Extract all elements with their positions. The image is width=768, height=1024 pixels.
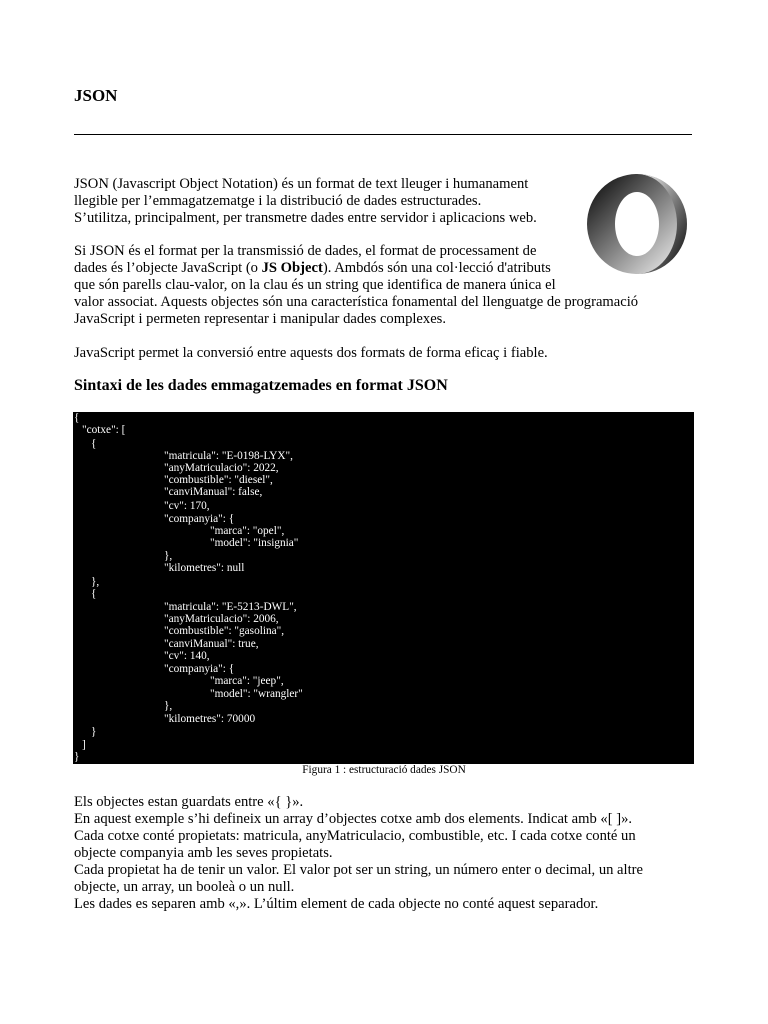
- code-line: "matricula": "E-0198-LYX",: [164, 450, 293, 462]
- code-line: },: [164, 700, 173, 712]
- closing-line-7: Les dades es separen amb «,». L’últim element de cada objecte no conté aquest separador.: [74, 896, 599, 912]
- code-line: "marca": "jeep",: [210, 675, 284, 687]
- code-line: ]: [82, 739, 86, 751]
- closing-line-5: Cada propietat ha de tenir un valor. El valor pot ser un string, un número enter o decimal, un altre: [74, 862, 643, 878]
- code-line: },: [91, 576, 100, 588]
- para2-line-1: Si JSON és el format per la transmissió de dades, el format de processament de: [74, 243, 537, 259]
- para2-line-2: [74, 260, 551, 277]
- code-line: "model": "wrangler": [210, 688, 303, 700]
- code-line: "canviManual": false,: [164, 486, 263, 498]
- code-line: "marca": "opel",: [210, 525, 285, 537]
- code-line: "anyMatriculacio": 2006,: [164, 613, 279, 625]
- code-line: {: [91, 438, 97, 450]
- code-line: "canviManual": true,: [164, 638, 259, 650]
- code-line: "matricula": "E-5213-DWL",: [164, 601, 297, 613]
- closing-line-3: Cada cotxe conté propietats: matricula, anyMatriculacio, combustible, etc. I cada cotxe conté un: [74, 828, 636, 844]
- code-line: "companyia": {: [164, 663, 235, 675]
- page-title: JSON: [74, 86, 118, 105]
- code-line: "cotxe": [: [82, 424, 126, 436]
- closing-line-2: En aquest exemple s’hi defineix un array d’objectes cotxe amb dos elements. Indicat amb «[ ]».: [74, 811, 633, 827]
- para2-line-5: JavaScript i permeten representar i manipular dades complexes.: [74, 311, 446, 327]
- code-line: }: [74, 751, 80, 763]
- para3: JavaScript permet la conversió entre aquests dos formats de forma eficaç i fiable.: [74, 345, 548, 361]
- code-line: },: [164, 550, 173, 562]
- intro-line-1: JSON (Javascript Object Notation) és un format de text lleuger i humanament: [74, 176, 529, 192]
- section-heading: Sintaxi de les dades emmagatzemades en format JSON: [74, 377, 448, 394]
- intro-line-2: llegible per l’emmagatzematge i la distribució de dades estructurades.: [74, 193, 482, 209]
- closing-line-4: objecte companyia amb les seves propietats.: [74, 845, 333, 861]
- code-line: "cv": 140,: [164, 650, 210, 662]
- closing-line-6: objecte, un array, un booleà o un null.: [74, 879, 295, 895]
- code-line: "kilometres": 70000: [164, 713, 256, 725]
- para2-line-2-pre: dades és l’objecte JavaScript (o: [74, 260, 262, 276]
- title-divider: [74, 134, 692, 135]
- code-line: "cv": 170,: [164, 500, 210, 512]
- code-line: "companyia": {: [164, 513, 235, 525]
- closing-line-1: Els objectes estan guardats entre «{ }».: [74, 794, 304, 810]
- json-code-block: [73, 412, 694, 764]
- code-line: }: [91, 726, 97, 738]
- para2-line-2-post: ). Ambdós són una col·lecció d'atributs: [322, 260, 551, 276]
- code-line: {: [91, 588, 97, 600]
- figure-caption: Figura 1 : estructuració dades JSON: [302, 764, 466, 776]
- code-line: "combustible": "diesel",: [164, 474, 273, 486]
- js-object-term: JS Object: [261, 260, 323, 276]
- para2-line-3: que són parells clau-valor, on la clau és un string que identifica de manera única el: [74, 277, 556, 293]
- code-line: "kilometres": null: [164, 562, 245, 574]
- code-line: {: [74, 412, 80, 424]
- intro-line-3: S’utilitza, principalment, per transmetre dades entre servidor i aplicacions web.: [74, 210, 537, 226]
- code-line: "anyMatriculacio": 2022,: [164, 462, 279, 474]
- code-line: "model": "insignia": [210, 537, 299, 549]
- code-line: "combustible": "gasolina",: [164, 625, 285, 637]
- json-logo-icon: [584, 170, 690, 278]
- para2-line-4: valor associat. Aquests objectes són una característica fonamental del llenguatge de programació: [74, 294, 639, 310]
